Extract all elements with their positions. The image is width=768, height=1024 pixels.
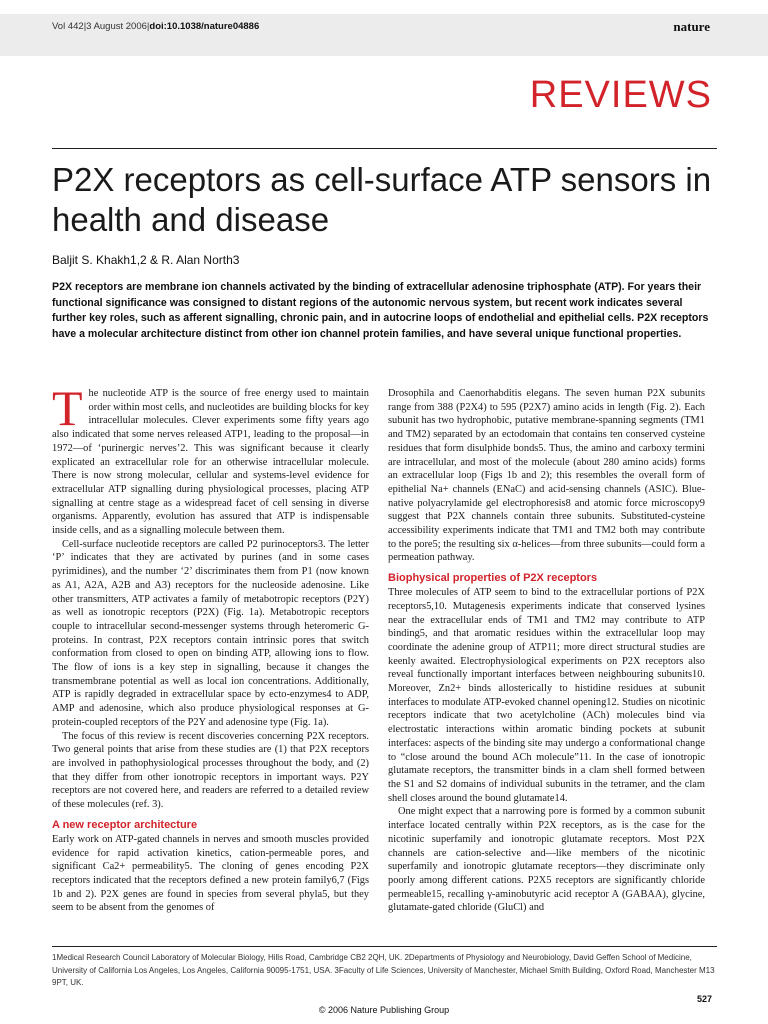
affiliations: 1Medical Research Council Laboratory of Molecular Biology, Hills Road, Cambridge CB2 2QH, UK. 2Departments of Physiology and Neurobiology, David Geffen School of Medicine, University of California Los Angeles, Los Angeles, California 90095-1751, USA. 3Faculty of Life Sciences, University of Manchester, Michael Smith Building, Oxford Road, Manchester M13 9PT, UK. <box>52 953 715 988</box>
journal-name: nature <box>673 19 710 34</box>
left-column <box>52 380 369 915</box>
paragraph: Cell-surface nucleotide receptors are called P2 purinoceptors3. The letter ‘P’ indicates that they are activated by purines (and in some cases pyrimidines), and the number ‘2’ discriminates them from P1 (now known as A1, A2A, A2B and A3) receptors for the nucleoside adenosine. Like other transmitters, ATP activates a family of metabotropic receptors (P2Y) as well as ionotropic receptors (P2X) (Fig. 1a). Metabotropic receptors couple to intracellular second-messenger systems through heteromeric G-proteins. In contrast, P2X receptors contain intrinsic pores that switch conformation from closed to open on binding ATP, allowing ions to flow. The flow of ions is a key step in signalling, because it changes the transmembrane potential as well as local ion concentrations. Additionally, ATP is rapidly degraded in extracellular space by ecto-enzymes4 to ADP, AMP and adenosine, which also produce physiological responses at G-protein-coupled receptors of the P2Y and adenosine type (Fig. 1a). <box>52 538 369 728</box>
paragraph: he nucleotide ATP is the source of free energy used to maintain order within most cells, and nucleotides are building blocks for key intracellular molecules. Clever experiments some fifty years ago also indicated that some nerves released ATP1, leading to the proposal—in 1972—of ‘purinergic nerves’2. This was significant because it clearly explicated an extracellular role for an otherwise intracellular molecule. There is now strong molecular, cellular and systems-level evidence for extracellular ATP signalling during physiological processes, placing ATP signalling at centre stage as a widespread facet of cell sensing in diverse organisms. Apparently, evolution has assured that ATP is indispensable inside cells, and as a signalling molecule between them. <box>52 388 369 537</box>
title-rule <box>52 148 717 149</box>
doi-link[interactable]: doi:10.1038/nature04886 <box>149 21 260 32</box>
right-column <box>388 387 705 915</box>
section-heading: Biophysical properties of P2X receptors <box>388 572 598 585</box>
paragraph: Three molecules of ATP seem to bind to the extracellular portions of P2X receptors5,10. Mutagenesis experiments indicate that conserved lysines near the extracellular ends of TM1 and TM2 may contribute to ATP binding5, and that aromatic residues within the extracellular loop may coordinate the adenine group of ATP11; more direct structural studies are keenly awaited. Electrophysiological experiments on P2X receptors also reveal functionally important interfaces between neighbouring subunits10. Moreover, Zn2+ binds allosterically to histidine residues at subunit interfaces to modulate ATP-evoked channel opening12. Studies on nicotinic receptors indicate that two acetylcholine (ACh) molecules bind via electrostatic interactions within aromatic binding pockets at subunit interfaces: aspects of the binding site may undergo a conformational change to “close around the bound ACh molecule”11. In the case of ionotropic glutamate receptors, the transmitter binds in a clam shell formed between the S1 and S2 domains of individual subunits in the tetramer, and the clam shell closes around the bound glutamate14. <box>388 587 705 804</box>
paragraph: One might expect that a narrowing pore is formed by a common subunit interface located centrally within P2X receptors, as is the case for the nicotinic superfamily and ionotropic glutamate receptors. Most P2X channels are cation-selective and—like members of the nicotinic superfamily and ionotropic glutamate receptors—they discriminate only poorly among different cations. P2X5 receptors are significantly chloride permeable15, recalling γ-aminobutyric acid receptor A (GABAA), glycine, glutamate-gated chloride (GluCl) and <box>388 806 705 914</box>
paragraph: Drosophila and Caenorhabditis elegans. The seven human P2X subunits range from 388 (P2X4) to 595 (P2X7) amino acids in length (Fig. 2). Each subunit has two hydrophobic, putative membrane-spanning segments (TM1 and TM2) separated by an ectodomain that contains ten conserved cysteine residues that form disulphide bonds5. Thus, the amino and carboxy termini are intracellular, and most of the molecule (about 280 amino acids) forms an extracellular loop (Figs 1b and 2); this resembles the overall form of epithelial Na+ channels (ENaC) and acid-sensing channels (ASIC). Blue-native polyacrylamide gel electrophoresis8 and atomic force microscopy9 suggest that P2X channels contain three subunits. Substituted-cysteine accessibility experiments indicate that TM1 and TM2 both may contribute to the pore5; the resulting six α-helices—from three subunits—could form a permeation pathway. <box>388 388 705 564</box>
drop-cap: T <box>52 380 83 436</box>
footnote-rule <box>52 946 717 947</box>
paragraph: Early work on ATP-gated channels in nerves and smooth muscles provided evidence for rapid activation kinetics, cation-permeable pores, and significant Ca2+ permeability5. The cloning of genes encoding P2X receptors indicated that the receptors defined a new protein family6,7 (Figs 1b and 2). P2X genes are found in species from several phyla5, but they seem to be absent from the genomes of <box>52 833 369 914</box>
paragraph: The focus of this review is recent discoveries concerning P2X receptors. Two general points that arise from these studies are (1) that P2X receptors are involved in pathophysiological processes throughout the body, and (2) that they differ from other ionotropic receptors in important ways. P2Y receptors are not covered here, and readers are referred to a detailed review of these molecules (ref. 3). <box>52 730 369 811</box>
citation-meta <box>52 21 259 32</box>
copyright: © 2006 Nature Publishing Group <box>318 1005 450 1015</box>
section-label: REVIEWS <box>529 74 712 116</box>
volume-date: Vol 442|3 August 2006| <box>52 21 150 32</box>
section-heading: A new receptor architecture <box>52 818 198 831</box>
page-number: 527 <box>696 994 712 1004</box>
article-title: P2X receptors as cell-surface ATP sensors in health and disease <box>52 161 712 238</box>
author-list: Baljit S. Khakh1,2 & R. Alan North3 <box>52 253 240 267</box>
abstract: P2X receptors are membrane ion channels activated by the binding of extracellular adenosine triphosphate (ATP). For years their functional significance was consigned to distant regions of the autonomic nervous system, but recent work indicates several further key roles, such as afferent signalling, chronic pain, and in autocrine loops of endothelial and epithelial cells. P2X receptors have a molecular architecture distinct from other ion channel protein families, and have several unique functional properties. <box>52 281 709 340</box>
